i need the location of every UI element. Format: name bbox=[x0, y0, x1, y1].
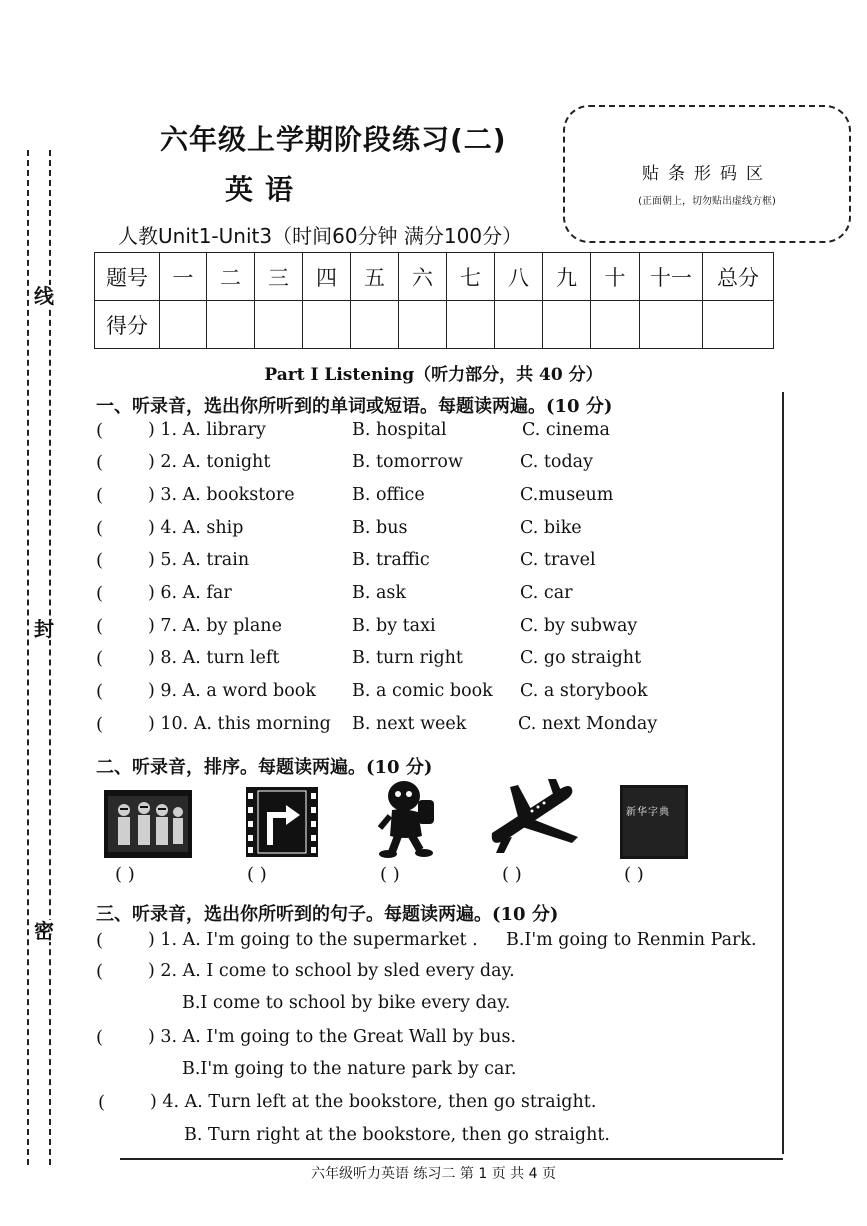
score-input-cell[interactable] bbox=[591, 301, 640, 349]
order-blank-2[interactable]: ( ) bbox=[247, 864, 267, 885]
sentence-4b: B. Turn right at the bookstore, then go straight. bbox=[184, 1125, 610, 1145]
score-cell: 九 bbox=[543, 253, 591, 301]
section2-heading bbox=[96, 753, 432, 779]
score-input-cell[interactable] bbox=[495, 301, 543, 349]
score-input-cell[interactable] bbox=[207, 301, 255, 349]
answer-blank[interactable]: ( bbox=[98, 1092, 106, 1113]
score-input-cell[interactable] bbox=[351, 301, 399, 349]
option-b: B. hospital bbox=[352, 420, 447, 440]
option-a: ) 8. A. turn left bbox=[148, 648, 280, 668]
option-b: B. a comic book bbox=[352, 681, 493, 701]
order-blank-3[interactable]: ( ) bbox=[380, 864, 400, 885]
score-cell: 八 bbox=[495, 253, 543, 301]
exam-subject: 英语 bbox=[225, 173, 306, 206]
option-b: B. next week bbox=[352, 714, 467, 734]
score-input-cell[interactable] bbox=[160, 301, 207, 349]
barcode-title: 贴条形码区 bbox=[642, 164, 772, 184]
option-a: ) 2. A. tonight bbox=[148, 452, 271, 472]
option-a: ) 4. A. ship bbox=[148, 518, 244, 538]
answer-blank[interactable]: ( bbox=[96, 583, 104, 604]
score-cell: 总分 bbox=[703, 253, 774, 301]
score-cell: 七 bbox=[447, 253, 495, 301]
answer-blank[interactable]: ( bbox=[96, 518, 104, 539]
score-cell: 十一 bbox=[640, 253, 703, 301]
dictionary-label: 新华字典 bbox=[626, 807, 670, 818]
sentence-4a: ) 4. A. Turn left at the bookstore, then go straight. bbox=[150, 1092, 597, 1112]
score-table-header-row bbox=[95, 253, 774, 301]
option-a: ) 3. A. bookstore bbox=[148, 485, 295, 505]
option-c: C. car bbox=[520, 583, 573, 603]
barcode-area bbox=[563, 105, 851, 243]
list-item bbox=[96, 648, 786, 676]
section3-heading bbox=[96, 900, 558, 926]
binding-char-seal: 封 bbox=[34, 617, 54, 641]
sentence-3a: ) 3. A. I'm going to the Great Wall by bus. bbox=[148, 1027, 517, 1047]
page-footer: 六年级听力英语 练习二 第 1 页 共 4 页 bbox=[311, 1166, 556, 1182]
answer-blank[interactable]: ( bbox=[96, 550, 104, 571]
score-cell: 六 bbox=[399, 253, 447, 301]
score-input-cell[interactable] bbox=[255, 301, 303, 349]
score-table-score-row bbox=[95, 301, 774, 349]
answer-blank[interactable]: ( bbox=[96, 961, 104, 982]
section2-points: (10 分) bbox=[366, 757, 433, 778]
dictionary-picture bbox=[620, 785, 688, 859]
answer-blank[interactable]: ( bbox=[96, 714, 104, 735]
list-item bbox=[96, 420, 786, 448]
score-cell: 题号 bbox=[95, 253, 160, 301]
list-item bbox=[96, 616, 786, 644]
score-cell: 四 bbox=[303, 253, 351, 301]
sentence-3b: B.I'm going to the nature park by car. bbox=[182, 1059, 517, 1079]
barcode-note: (正面朝上，切勿贴出虚线方框) bbox=[638, 196, 776, 207]
option-a: ) 5. A. train bbox=[148, 550, 250, 570]
answer-blank[interactable]: ( bbox=[96, 452, 104, 473]
child-with-backpack-picture bbox=[378, 778, 440, 860]
exam-title: 六年级上学期阶段练习(二) bbox=[160, 123, 507, 156]
list-item bbox=[96, 583, 786, 611]
list-item bbox=[96, 485, 786, 513]
section1-title: 一、听录音，选出你所听到的单词或短语。每题读两遍。 bbox=[96, 396, 546, 417]
answer-blank[interactable]: ( bbox=[96, 616, 104, 637]
option-a: ) 9. A. a word book bbox=[148, 681, 316, 701]
option-b: B. traffic bbox=[352, 550, 430, 570]
score-label-cell: 得分 bbox=[95, 301, 160, 349]
list-item bbox=[96, 714, 786, 742]
score-cell: 三 bbox=[255, 253, 303, 301]
option-a: ) 7. A. by plane bbox=[148, 616, 282, 636]
option-c: C. travel bbox=[520, 550, 596, 570]
order-blank-5[interactable]: ( ) bbox=[624, 864, 644, 885]
sentence-2b: B.I come to school by bike every day. bbox=[182, 993, 511, 1013]
option-b: B. turn right bbox=[352, 648, 463, 668]
option-c: C. by subway bbox=[520, 616, 638, 636]
score-input-cell[interactable] bbox=[640, 301, 703, 349]
score-input-cell[interactable] bbox=[303, 301, 351, 349]
score-input-cell[interactable] bbox=[399, 301, 447, 349]
score-cell: 五 bbox=[351, 253, 399, 301]
answer-blank[interactable]: ( bbox=[96, 681, 104, 702]
option-a: ) 1. A. library bbox=[148, 420, 266, 440]
order-blank-1[interactable]: ( ) bbox=[115, 864, 135, 885]
section3-points: (10 分) bbox=[492, 904, 559, 925]
score-cell: 十 bbox=[591, 253, 640, 301]
answer-blank[interactable]: ( bbox=[96, 1027, 104, 1048]
list-item bbox=[96, 681, 786, 709]
section3-title: 三、听录音，选出你所听到的句子。每题读两遍。 bbox=[96, 904, 492, 925]
option-a: ) 10. A. this morning bbox=[148, 714, 331, 734]
option-a: ) 6. A. far bbox=[148, 583, 232, 603]
answer-blank[interactable]: ( bbox=[96, 930, 104, 951]
answer-blank[interactable]: ( bbox=[96, 648, 104, 669]
option-c: C. today bbox=[520, 452, 593, 472]
section2-title: 二、听录音，排序。每题读两遍。 bbox=[96, 757, 366, 778]
sentence-1a: ) 1. A. I'm going to the supermarket . bbox=[148, 930, 478, 950]
score-input-cell[interactable] bbox=[543, 301, 591, 349]
option-c: C. a storybook bbox=[520, 681, 648, 701]
turn-right-sign-picture bbox=[246, 787, 318, 857]
list-item bbox=[96, 452, 786, 480]
binding-dashed-line-outer bbox=[27, 150, 29, 1165]
score-input-cell[interactable] bbox=[447, 301, 495, 349]
airplane-picture bbox=[482, 775, 582, 855]
option-b: B. tomorrow bbox=[352, 452, 463, 472]
list-item bbox=[96, 518, 786, 546]
part-title: Part I Listening（听力部分，共 40 分） bbox=[264, 365, 603, 385]
sentence-2a: ) 2. A. I come to school by sled every day. bbox=[148, 961, 515, 981]
option-c: C. next Monday bbox=[518, 714, 658, 734]
band-photo-picture bbox=[104, 790, 192, 858]
list-item bbox=[96, 550, 786, 578]
option-b: B. bus bbox=[352, 518, 408, 538]
section1-heading bbox=[96, 392, 612, 418]
score-input-cell[interactable] bbox=[703, 301, 774, 349]
option-b: B. office bbox=[352, 485, 425, 505]
answer-blank[interactable]: ( bbox=[96, 420, 104, 441]
option-b: B. by taxi bbox=[352, 616, 436, 636]
section1-points: (10 分) bbox=[546, 396, 613, 417]
option-b: B. ask bbox=[352, 583, 407, 603]
option-c: C.museum bbox=[520, 485, 614, 505]
score-cell: 二 bbox=[207, 253, 255, 301]
binding-char-line: 线 bbox=[34, 284, 54, 308]
answer-blank[interactable]: ( bbox=[96, 485, 104, 506]
sentence-1b: B.I'm going to Renmin Park. bbox=[506, 930, 757, 950]
option-c: C. go straight bbox=[520, 648, 642, 668]
option-c: C. cinema bbox=[522, 420, 610, 440]
option-c: C. bike bbox=[520, 518, 582, 538]
score-cell: 一 bbox=[160, 253, 207, 301]
score-table bbox=[94, 252, 774, 349]
binding-char-close: 密 bbox=[34, 919, 54, 943]
frame-bottom-border bbox=[120, 1158, 783, 1160]
exam-meta: 人教Unit1-Unit3（时间60分钟 满分100分） bbox=[118, 224, 523, 248]
order-blank-4[interactable]: ( ) bbox=[502, 864, 522, 885]
